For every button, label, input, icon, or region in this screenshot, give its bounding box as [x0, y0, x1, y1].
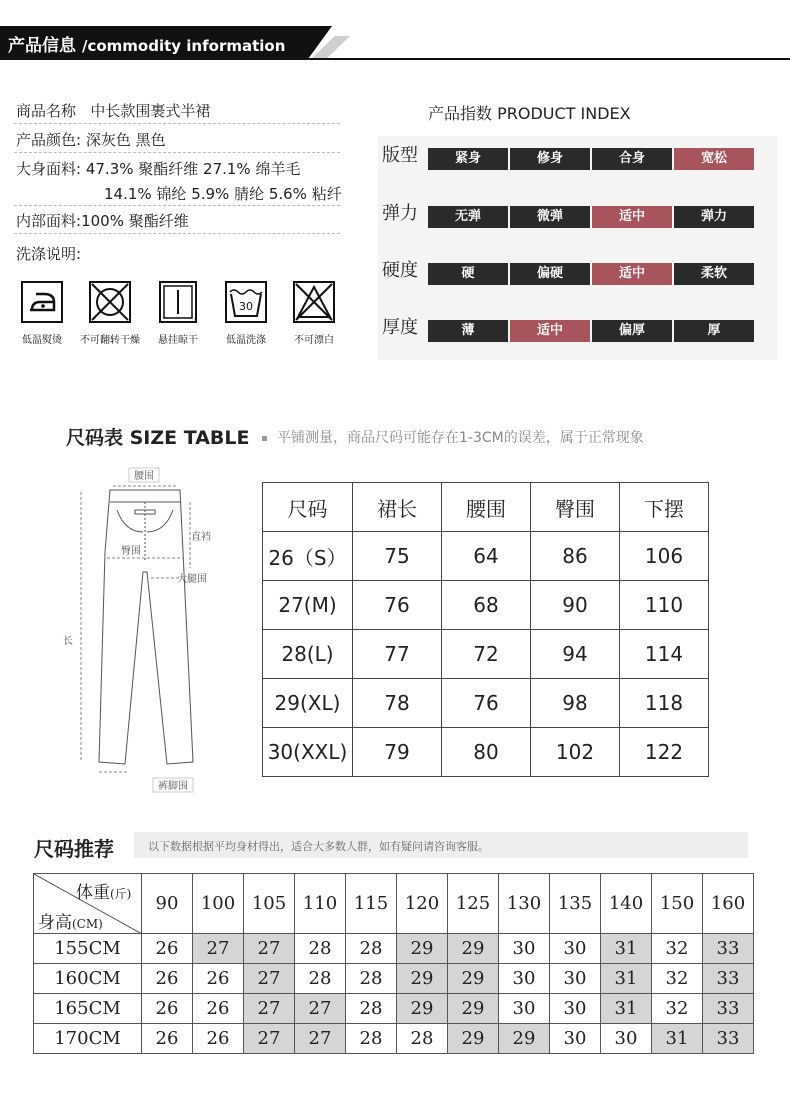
- height-cell: 165CM: [34, 994, 142, 1024]
- pants-diagram: [55, 462, 235, 802]
- size-table-cell: 114: [620, 630, 709, 679]
- index-option: 修身: [510, 148, 590, 170]
- index-row-label: 硬度: [382, 260, 418, 281]
- product-name-value: 中长款围裹式半裙: [90, 102, 211, 120]
- divider: [14, 233, 340, 234]
- recommend-row: [34, 1024, 754, 1054]
- size-cell: 32: [652, 964, 703, 994]
- product-name-row: [16, 100, 210, 121]
- size-table-row: [263, 630, 709, 679]
- size-table-cell: 75: [353, 532, 442, 581]
- size-cell: 28: [346, 994, 397, 1024]
- size-table-cell: 64: [442, 532, 531, 581]
- diagram-label-waist: 腰围: [134, 471, 154, 482]
- lining-value: 100% 聚酯纤维: [81, 212, 189, 230]
- size-cell: 31: [601, 994, 652, 1024]
- size-cell: 27: [244, 964, 295, 994]
- diagram-label-rise: 直裆: [191, 532, 211, 543]
- size-cell: 30: [550, 934, 601, 964]
- weight-cell: 130: [499, 874, 550, 934]
- size-cell: 28: [295, 964, 346, 994]
- height-label: 身高: [38, 913, 72, 933]
- size-cell: 30: [601, 1024, 652, 1054]
- size-table-cell: 98: [531, 679, 620, 728]
- weight-cell: 150: [652, 874, 703, 934]
- weight-cell: 135: [550, 874, 601, 934]
- diagram-label-thigh: 大腿围: [177, 574, 207, 585]
- size-cell: 29: [397, 934, 448, 964]
- size-table-cell: 94: [531, 630, 620, 679]
- care-label: 不可翻转干燥: [80, 335, 140, 346]
- header-title: [8, 31, 285, 56]
- index-option: 偏硬: [510, 263, 590, 285]
- recommend-header-row: [34, 874, 754, 934]
- recommend-table: [33, 873, 754, 1054]
- index-option: 偏厚: [592, 320, 672, 342]
- size-cell: 26: [193, 1024, 244, 1054]
- weight-cell: 115: [346, 874, 397, 934]
- size-cell: 26: [193, 964, 244, 994]
- care-item: [212, 280, 280, 346]
- size-cell: 27: [193, 934, 244, 964]
- lining-label: 内部面料:: [16, 212, 82, 230]
- header-title-en: /commodity information: [82, 37, 286, 55]
- care-item: [8, 280, 76, 346]
- size-cell: 28: [346, 1024, 397, 1054]
- height-cell: 155CM: [34, 934, 142, 964]
- size-table-cell: 29(XL): [263, 679, 353, 728]
- weight-unit: (斤): [110, 887, 132, 901]
- size-table-cell: 118: [620, 679, 709, 728]
- fabric-line-2: 14.1% 锦纶 5.9% 腈纶 5.6% 粘纤: [104, 185, 342, 203]
- size-table-cell: 30(XXL): [263, 728, 353, 777]
- size-cell: 28: [346, 934, 397, 964]
- divider: [14, 205, 340, 206]
- index-row-label: 版型: [382, 145, 418, 166]
- weight-cell: 90: [142, 874, 193, 934]
- index-option-selected: 宽松: [674, 148, 754, 170]
- size-table-cell: 76: [442, 679, 531, 728]
- care-item: [280, 280, 348, 346]
- weight-header: [76, 878, 131, 903]
- index-option: 柔软: [674, 263, 754, 285]
- size-table-cell: 90: [531, 581, 620, 630]
- size-cell: 27: [295, 994, 346, 1024]
- size-cell: 26: [142, 1024, 193, 1054]
- hang-dry-icon: [154, 280, 202, 324]
- size-cell: 29: [448, 1024, 499, 1054]
- fabric-line-1: 47.3% 聚酯纤维 27.1% 绵羊毛: [85, 160, 301, 178]
- recommend-row: [34, 934, 754, 964]
- size-cell: 29: [499, 1024, 550, 1054]
- diagram-label-hem: 裤脚围: [158, 781, 188, 792]
- index-option: 微弹: [510, 206, 590, 228]
- size-cell: 29: [397, 994, 448, 1024]
- index-option: 厚: [674, 320, 754, 342]
- size-cell: 26: [142, 964, 193, 994]
- size-table-row: [263, 581, 709, 630]
- wash-temp: 30: [239, 300, 253, 313]
- fabric-label: 大身面料:: [16, 160, 82, 178]
- size-table-cell: 28(L): [263, 630, 353, 679]
- index-option: 紧身: [428, 148, 508, 170]
- no-tumble-dry-icon: [86, 280, 134, 324]
- height-header: [38, 908, 103, 933]
- size-cell: 33: [703, 964, 754, 994]
- size-table-cell: 80: [442, 728, 531, 777]
- index-option: 硬: [428, 263, 508, 285]
- size-cell: 31: [601, 964, 652, 994]
- index-option-selected: 适中: [510, 320, 590, 342]
- size-table-header-cell: 腰围: [442, 483, 531, 532]
- size-cell: 30: [499, 934, 550, 964]
- size-table-note: [262, 427, 644, 447]
- size-table-header-cell: 臀围: [531, 483, 620, 532]
- weight-cell: 140: [601, 874, 652, 934]
- care-label: 低温洗涤: [226, 335, 266, 346]
- recommend-row: [34, 994, 754, 1024]
- size-table-row: [263, 532, 709, 581]
- product-index-title: 产品指数 PRODUCT INDEX: [428, 104, 631, 123]
- care-item: [144, 280, 212, 346]
- size-cell: 30: [550, 964, 601, 994]
- wash-label: 洗涤说明:: [16, 245, 82, 263]
- size-cell: 27: [244, 994, 295, 1024]
- size-table-header: [263, 483, 709, 532]
- size-cell: 31: [601, 934, 652, 964]
- recommend-row: [34, 964, 754, 994]
- size-cell: 31: [652, 1024, 703, 1054]
- size-table-cell: 86: [531, 532, 620, 581]
- size-cell: 27: [244, 934, 295, 964]
- size-table-row: [263, 679, 709, 728]
- size-cell: 33: [703, 994, 754, 1024]
- size-table-header-cell: 下摆: [620, 483, 709, 532]
- size-table-header-cell: 尺码: [263, 483, 353, 532]
- size-cell: 30: [550, 1024, 601, 1054]
- recommend-note: 以下数据根据平均身材得出，适合大多数人群，如有疑问请咨询客服。: [148, 840, 489, 853]
- low-temp-iron-icon: [18, 280, 66, 324]
- index-option: 薄: [428, 320, 508, 342]
- height-unit: (CM): [72, 917, 103, 931]
- header-title-cn: 产品信息: [8, 36, 76, 56]
- care-item: [76, 280, 144, 346]
- size-cell: 26: [193, 994, 244, 1024]
- diagram-label-length: 长: [63, 636, 73, 647]
- size-cell: 29: [448, 934, 499, 964]
- size-table-header-cell: 裙长: [353, 483, 442, 532]
- size-table-cell: 110: [620, 581, 709, 630]
- index-option: 合身: [592, 148, 672, 170]
- size-cell: 29: [397, 964, 448, 994]
- index-option-selected: 适中: [592, 263, 672, 285]
- fabric-row: [16, 158, 300, 179]
- size-table: [262, 482, 709, 777]
- size-cell: 28: [346, 964, 397, 994]
- index-option-selected: 适中: [592, 206, 672, 228]
- size-cell: 27: [244, 1024, 295, 1054]
- weight-cell: 110: [295, 874, 346, 934]
- product-color-value: 深灰色 黑色: [85, 131, 166, 149]
- weight-cell: 160: [703, 874, 754, 934]
- size-table-cell: 106: [620, 532, 709, 581]
- size-cell: 26: [142, 934, 193, 964]
- size-cell: 30: [499, 964, 550, 994]
- size-table-cell: 26（S）: [263, 532, 353, 581]
- care-label: 不可漂白: [294, 335, 334, 346]
- size-cell: 27: [295, 1024, 346, 1054]
- size-table-cell: 76: [353, 581, 442, 630]
- recommend-corner: [34, 874, 142, 934]
- weight-label: 体重: [76, 883, 110, 903]
- size-cell: 29: [448, 994, 499, 1024]
- weight-cell: 125: [448, 874, 499, 934]
- lining-row: [16, 210, 189, 231]
- product-name-label: 商品名称: [16, 102, 77, 120]
- care-label: 悬挂晾干: [158, 335, 198, 346]
- size-table-row: [263, 728, 709, 777]
- size-table-cell: 102: [531, 728, 620, 777]
- no-bleach-icon: [290, 280, 338, 324]
- size-table-cell: 78: [353, 679, 442, 728]
- index-row-label: 弹力: [382, 203, 418, 224]
- size-table-note-text: 平铺测量，商品尺码可能存在1-3CM的误差，属于正常现象: [277, 430, 644, 446]
- size-cell: 32: [652, 934, 703, 964]
- diagram-label-hip: 臀围: [121, 546, 141, 557]
- size-table-cell: 79: [353, 728, 442, 777]
- size-table-cell: 27(M): [263, 581, 353, 630]
- index-row-label: 厚度: [382, 317, 418, 338]
- care-label: 低温熨烫: [22, 335, 62, 346]
- section-header: [0, 26, 790, 60]
- size-table-cell: 77: [353, 630, 442, 679]
- size-table-cell: 122: [620, 728, 709, 777]
- size-cell: 29: [448, 964, 499, 994]
- size-table-cell: 72: [442, 630, 531, 679]
- recommend-title: 尺码推荐: [34, 837, 114, 861]
- size-cell: 32: [652, 994, 703, 1024]
- weight-cell: 120: [397, 874, 448, 934]
- size-table-title: 尺码表 SIZE TABLE: [66, 427, 250, 449]
- size-cell: 28: [397, 1024, 448, 1054]
- size-cell: 26: [142, 994, 193, 1024]
- divider: [14, 152, 340, 153]
- size-cell: 30: [550, 994, 601, 1024]
- product-color-row: [16, 129, 166, 150]
- index-option: 无弹: [428, 206, 508, 228]
- height-cell: 170CM: [34, 1024, 142, 1054]
- size-cell: 33: [703, 1024, 754, 1054]
- size-cell: 28: [295, 934, 346, 964]
- height-cell: 160CM: [34, 964, 142, 994]
- size-cell: 33: [703, 934, 754, 964]
- index-option: 弹力: [674, 206, 754, 228]
- weight-cell: 100: [193, 874, 244, 934]
- size-cell: 30: [499, 994, 550, 1024]
- bullet-icon: [262, 436, 267, 441]
- low-temp-wash-icon: [222, 280, 270, 324]
- divider: [14, 123, 340, 124]
- product-color-label: 产品颜色:: [16, 131, 82, 149]
- size-table-cell: 68: [442, 581, 531, 630]
- weight-cell: 105: [244, 874, 295, 934]
- header-rule: [0, 58, 790, 60]
